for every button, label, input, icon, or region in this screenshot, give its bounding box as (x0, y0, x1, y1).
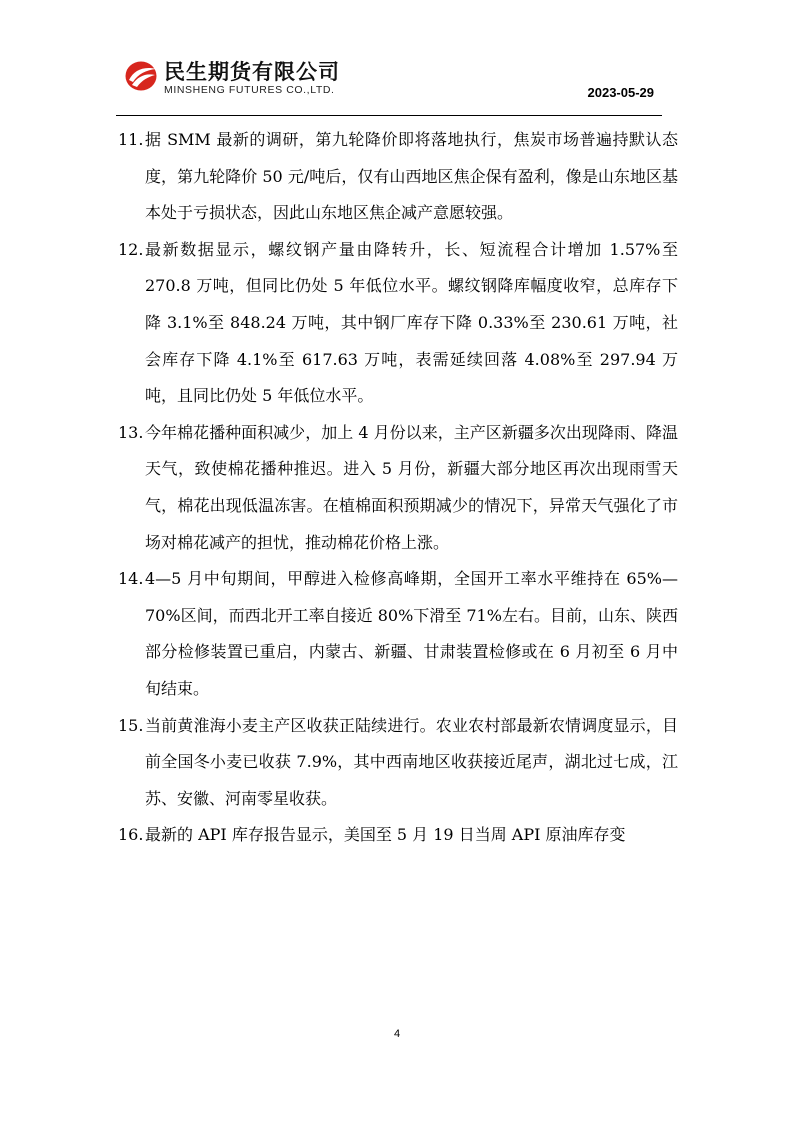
news-item-15 (118, 708, 678, 818)
header-divider (116, 115, 662, 116)
page-number: 4 (393, 1028, 401, 1040)
item-text: 4—5 月中旬期间，甲醇进入检修高峰期，全国开工率水平维持在 65%—70%区间，而西北开工率自接近 80%下滑至 71%左右。目前，山东、陕西部分检修装置已重启，内蒙古、新疆、甘肃装置检修或在 6 月初至 6 月中旬结束。 (145, 569, 678, 698)
news-item-12 (118, 232, 678, 415)
report-date: 2023-05-29 (587, 85, 654, 100)
news-item-16 (118, 817, 678, 854)
item-text: 今年棉花播种面积减少，加上 4 月份以来，主产区新疆多次出现降雨、降温天气，致使棉花播种推迟。进入 5 月份，新疆大部分地区再次出现雨雪天气，棉花出现低温冻害。在植棉面积预期减少的情况下，异常天气强化了市场对棉花减产的担忧，推动棉花价格上涨。 (145, 422, 678, 552)
company-name-en: MINSHENG FUTURES CO.,LTD. (164, 84, 335, 96)
company-name-cn: 民生期货有限公司 (164, 60, 340, 84)
news-list (118, 122, 678, 854)
item-text: 当前黄淮海小麦主产区收获正陆续进行。农业农村部最新农情调度显示，目前全国冬小麦已收获 7.9%，其中西南地区收获接近尾声，湖北过七成，江苏、安徽、河南零星收获。 (145, 715, 678, 808)
item-number: 11. (118, 130, 144, 149)
item-text: 最新的 API 库存报告显示，美国至 5 月 19 日当周 API 原油库存变 (145, 825, 626, 845)
item-number: 13. (118, 422, 144, 442)
news-item-14 (118, 561, 678, 707)
news-item-13 (118, 415, 678, 561)
item-number: 15. (118, 715, 144, 735)
item-number: 14. (118, 569, 144, 589)
page-header (120, 52, 662, 116)
item-number: 16. (118, 825, 144, 845)
item-number: 12. (118, 239, 144, 259)
news-item-11 (118, 122, 678, 232)
company-logo-icon (124, 60, 158, 92)
item-text: 据 SMM 最新的调研，第九轮降价即将落地执行，焦炭市场普遍持默认态度，第九轮降价 50 元/吨后，仅有山西地区焦企保有盈利，像是山东地区基本处于亏损状态，因此山东地区焦企减产意愿较强。 (145, 130, 678, 223)
item-text: 最新数据显示，螺纹钢产量由降转升，长、短流程合计增加 1.57%至 270.8 万吨，但同比仍处 5 年低位水平。螺纹钢降库幅度收窄，总库存下降 3.1%至 848.24 万吨，其中钢厂库存下降 0.33%至 230.61 万吨，社会库存下降 4.1%至 617.63 万吨，表需延续回落 4.08%至 297.94 万吨，且同比仍处 5 年低位水平。 (145, 239, 678, 406)
